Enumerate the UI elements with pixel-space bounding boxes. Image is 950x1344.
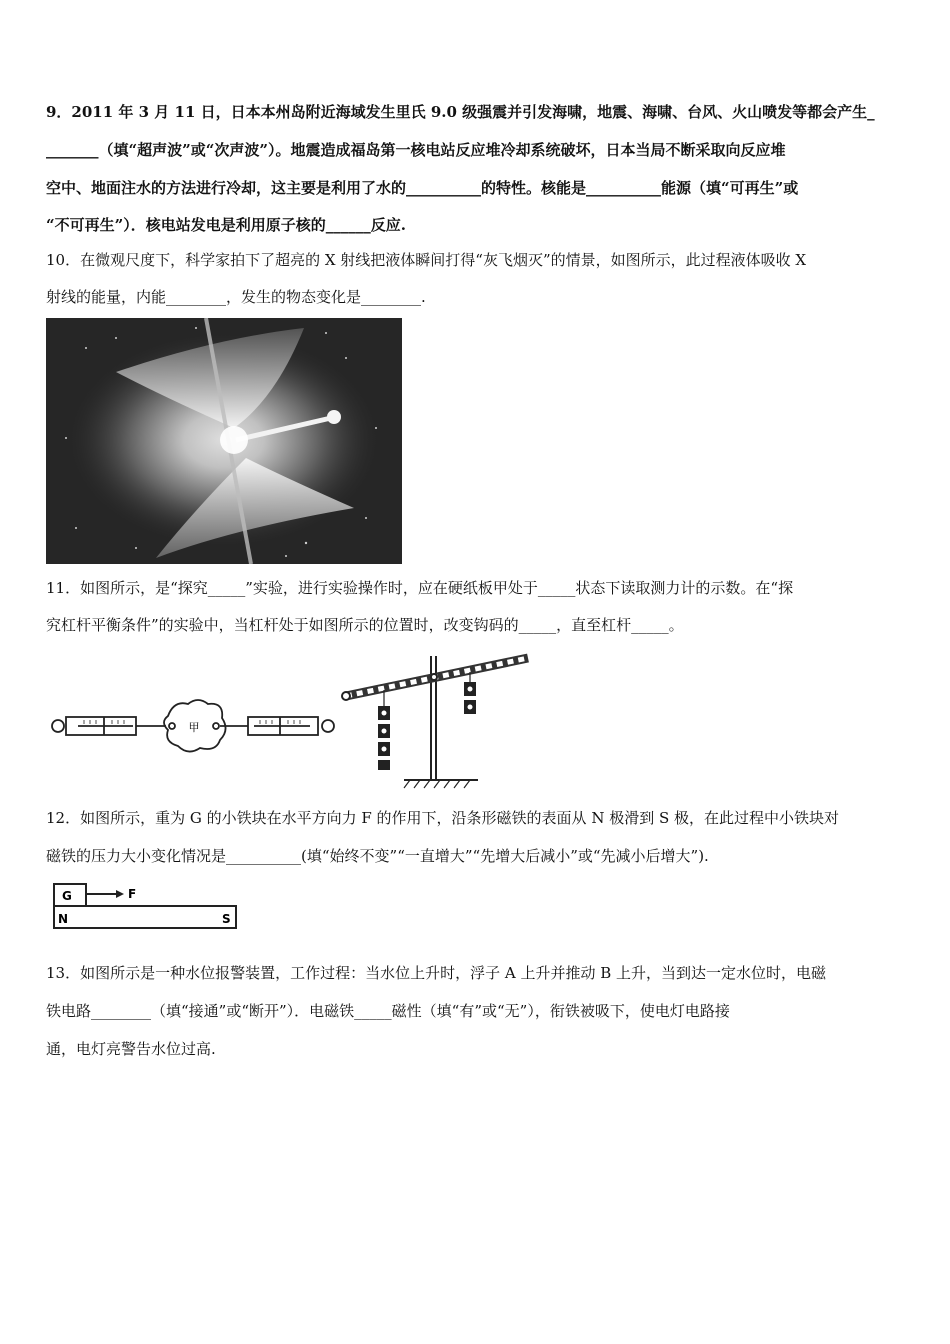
xray-liquid-photo: [46, 318, 402, 564]
north-pole-label: N: [58, 912, 69, 926]
q12-line-2: 磁铁的压力大小变化情况是__________(填“始终不变”“一直增大”“先增大后减小”或“先减小后增大”).: [46, 847, 709, 865]
spring-balance-diagram: [48, 690, 338, 754]
q9-line-2: _______（填“超声波”或“次声波”）。地震造成福岛第一核电站反应堆冷却系统破坏，日本当局不断采取向反应堆: [46, 141, 786, 159]
q13-line-1: 13．如图所示是一种水位报警装置，工作过程：当水位上升时，浮子 A 上升并推动 B 上升，当到达一定水位时，电磁: [46, 964, 827, 982]
q13-line-2: 铁电路________（填“接通”或“断开”）．电磁铁_____磁性（填“有”或“无”），衔铁被吸下，使电灯电路接: [46, 1002, 730, 1020]
magnet-block-diagram: [50, 880, 240, 932]
q13-line-3: 通，电灯亮警告水位过高.: [46, 1040, 216, 1058]
lever-diagram: [338, 652, 538, 792]
q10-line-1: 10．在微观尺度下，科学家拍下了超亮的 X 射线把液体瞬间打得“灰飞烟灭”的情景，如图所示，此过程液体吸收 X: [46, 251, 807, 269]
q11-line-2: 究杠杆平衡条件”的实验中，当杠杆处于如图所示的位置时，改变钩码的_____，直至杠杆_____。: [46, 616, 684, 634]
q10-line-2: 射线的能量，内能________，发生的物态变化是________.: [46, 288, 426, 306]
q9-line-1: 9．2011 年 3 月 11 日，日本本州岛附近海域发生里氏 9.0 级强震并引发海啸，地震、海啸、台风、火山喷发等都会产生_: [46, 103, 875, 121]
board-label: 甲: [188, 721, 200, 734]
q12-line-1: 12．如图所示，重为 G 的小铁块在水平方向力 F 的作用下，沿条形磁铁的表面从 N 极滑到 S 极，在此过程中小铁块对: [46, 809, 840, 827]
bar-magnet: [54, 906, 236, 928]
south-pole-label: S: [222, 912, 231, 926]
q9-line-4: “不可再生”）．核电站发电是利用原子核的______反应.: [46, 216, 406, 234]
force-label: F: [128, 887, 137, 901]
q11-line-1: 11．如图所示，是“探究_____”实验，进行实验操作时，应在硬纸板甲处于_____状态下读取测力计的示数。在“探: [46, 579, 794, 597]
q9-line-3: 空中、地面注水的方法进行冷却，这主要是利用了水的__________的特性。核能是__________能源（填“可再生”或: [46, 179, 799, 197]
block-label: G: [62, 889, 72, 903]
